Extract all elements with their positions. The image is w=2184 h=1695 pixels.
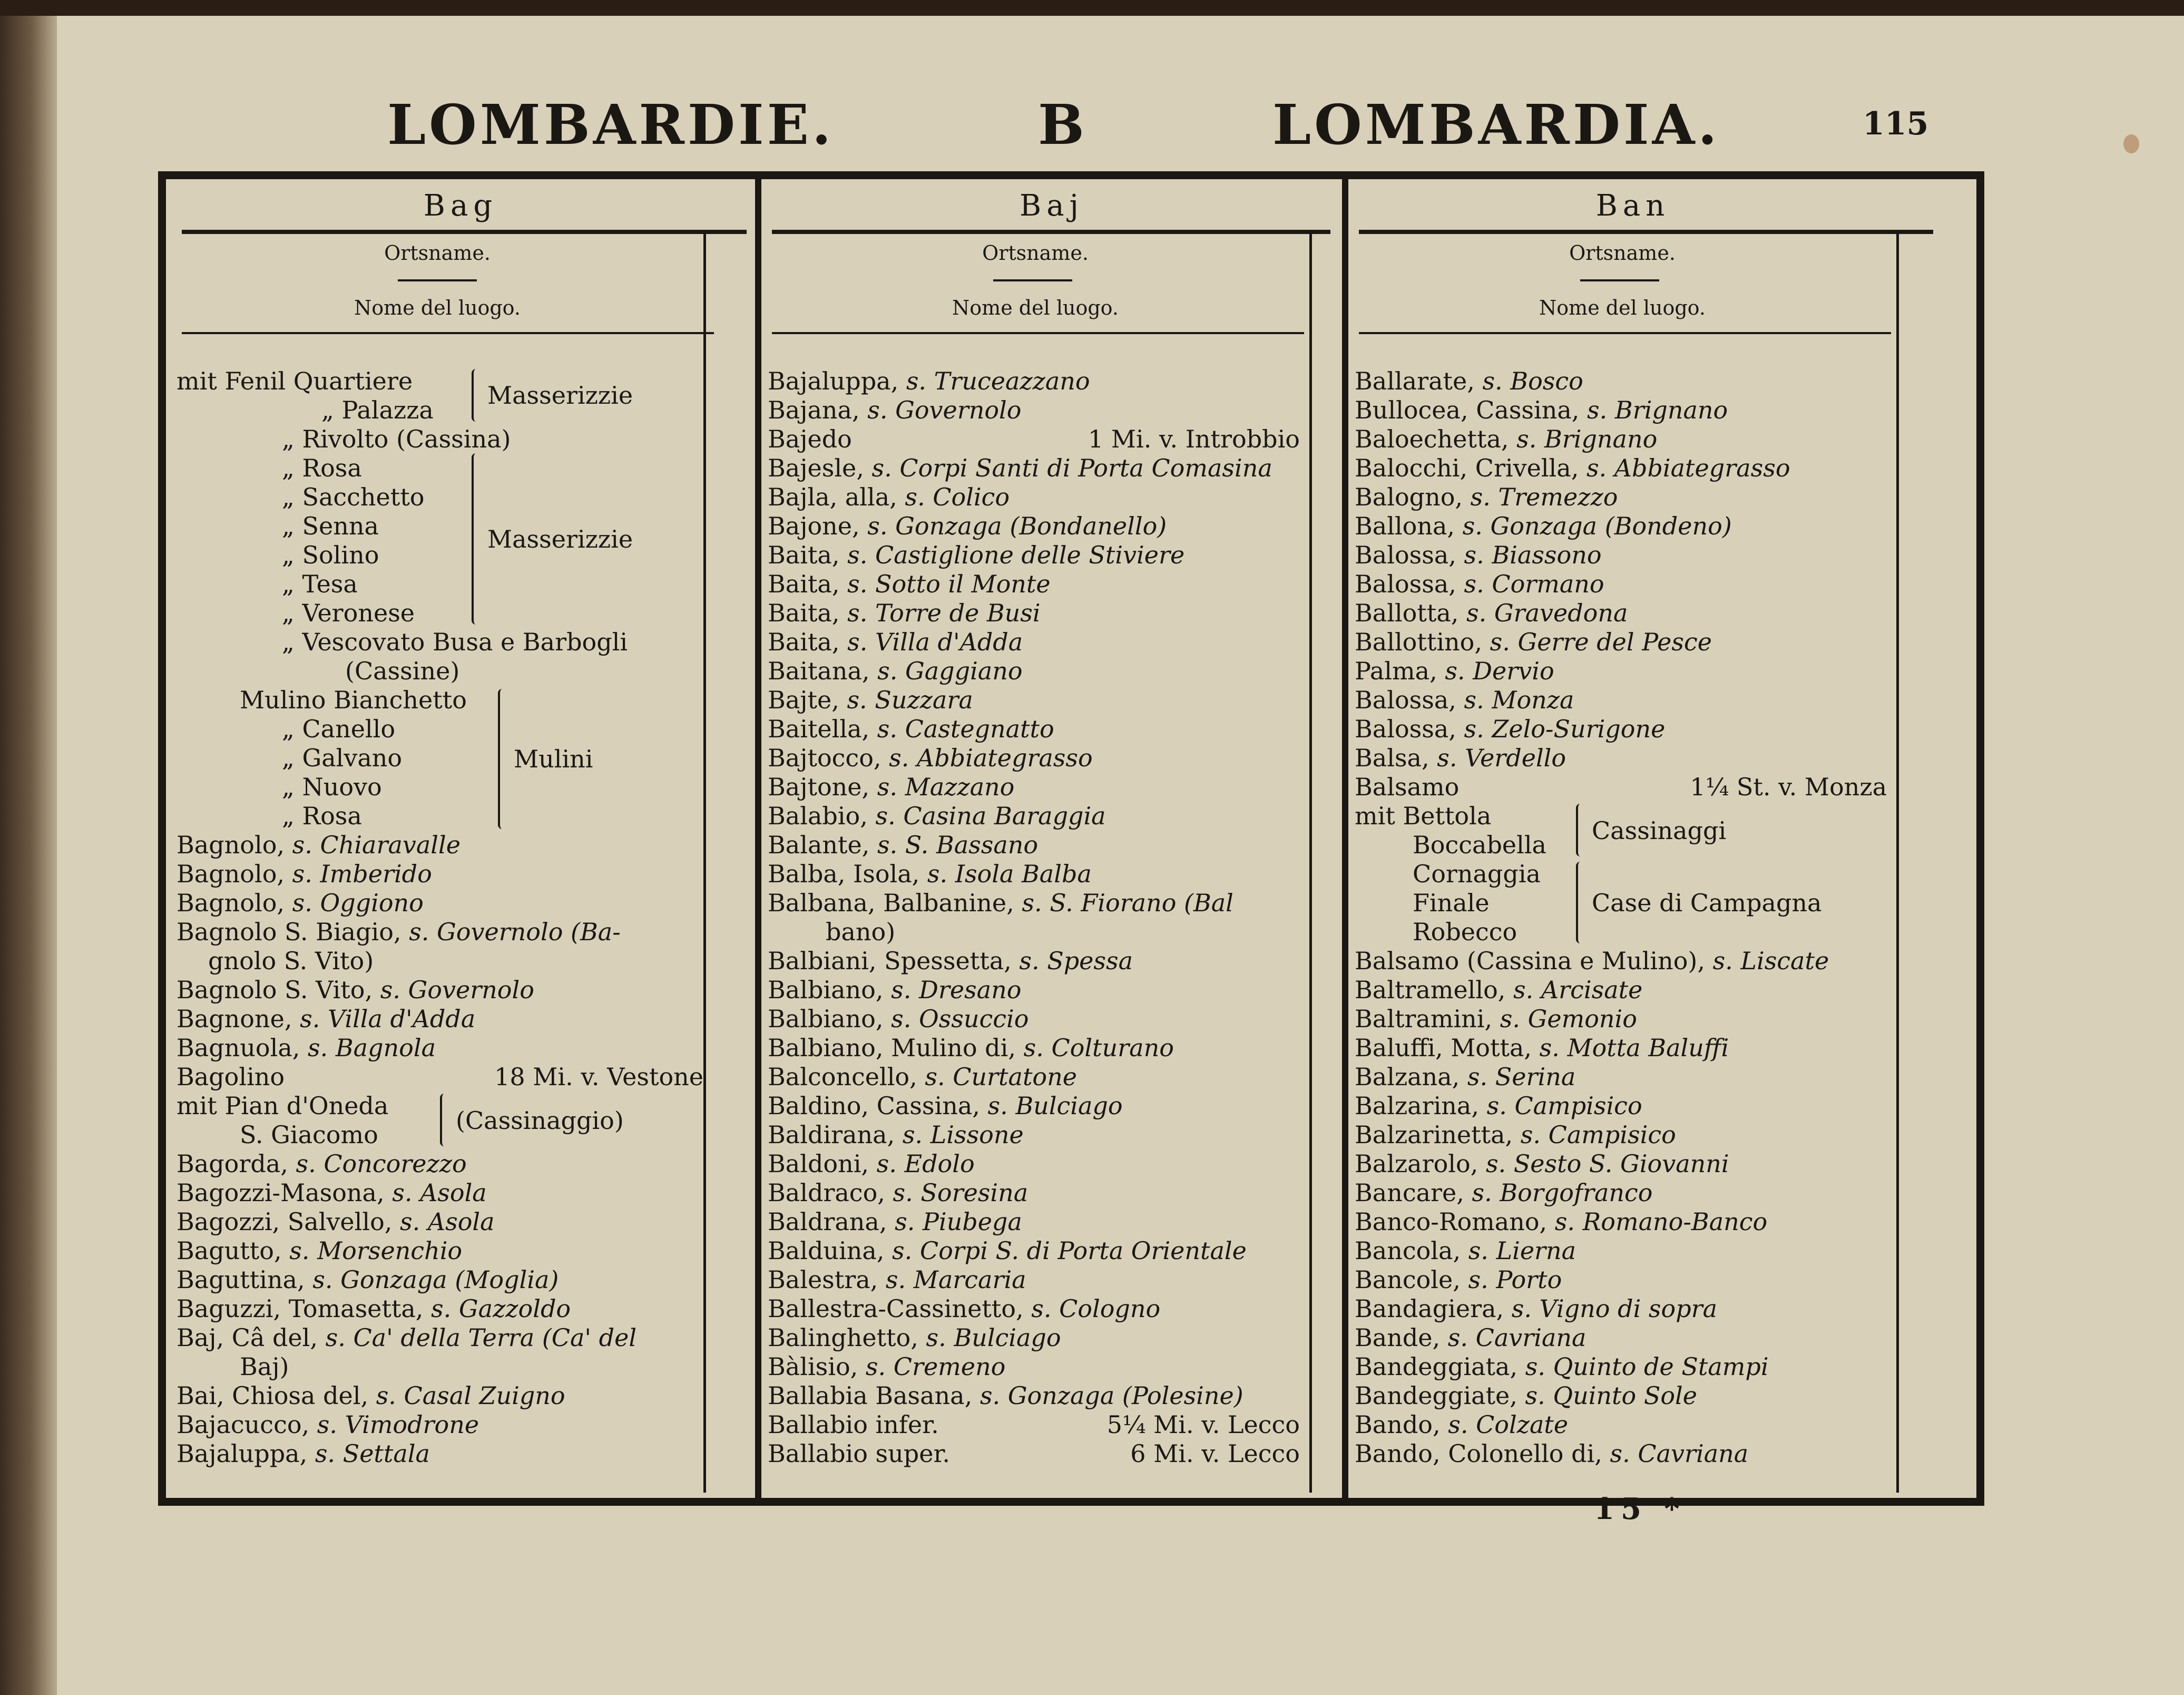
entry-line: „ Solino bbox=[282, 541, 379, 569]
column-ban bbox=[1348, 179, 1976, 1498]
entry-line: Baldraco, s. Soresina bbox=[768, 1178, 1029, 1207]
entry-line: Balsamo (Cassina e Mulino), s. Liscate bbox=[1355, 947, 1829, 975]
entry-line: Balossa, s. Zelo-Surigone bbox=[1355, 715, 1666, 743]
entry-line: Bajaluppa, s. Truceazzano bbox=[768, 367, 1090, 395]
entry-line: Bagozzi-Masona, s. Asola bbox=[177, 1178, 487, 1207]
entry-line: Palma, s. Dervio bbox=[1355, 657, 1554, 685]
entry-line: Bagnolo, s. Chiaravalle bbox=[177, 831, 461, 859]
entry-line: Baj) bbox=[240, 1352, 289, 1381]
entry-line: Balante, s. S. Bassano bbox=[768, 831, 1039, 859]
entry-line: Bagozzi, Salvello, s. Asola bbox=[177, 1207, 495, 1236]
entry-line: Balocchi, Crivella, s. Abbiategrasso bbox=[1355, 454, 1790, 482]
book-spine bbox=[0, 16, 57, 1695]
entry-line: Bagutto, s. Morsenchio bbox=[177, 1236, 463, 1265]
entry-name: Ballabio super. bbox=[768, 1439, 951, 1468]
entry-line: Baltramello, s. Arcisate bbox=[1355, 976, 1643, 1004]
entry-line: Balestra, s. Marcaria bbox=[768, 1265, 1026, 1294]
entry-line: Mulino Bianchetto bbox=[240, 686, 467, 714]
entry-name: Bajedo bbox=[768, 425, 852, 453]
column-subtitle-de: Ortsname. bbox=[384, 241, 491, 265]
entry-line: Bajaluppa, s. Settala bbox=[177, 1439, 430, 1468]
entry-line: Balconcello, s. Curtatone bbox=[768, 1063, 1077, 1091]
entry-line: Boccabella bbox=[1413, 831, 1546, 859]
column-title: Ban bbox=[1595, 189, 1670, 223]
entry-line: „ Canello bbox=[282, 715, 396, 743]
entry-line: Bandagiera, s. Vigno di sopra bbox=[1355, 1294, 1718, 1323]
entry-line: Bajte, s. Suzzara bbox=[768, 686, 973, 714]
column-title: Bag bbox=[423, 189, 498, 223]
entry-line: Baldoni, s. Edolo bbox=[768, 1150, 975, 1178]
entry-line: Bagnolo, s. Imberido bbox=[177, 860, 432, 888]
entry-line bbox=[1355, 772, 1887, 802]
entry-line: Baitana, s. Gaggiano bbox=[768, 657, 1023, 685]
entry-line: mit Fenil Quartiere bbox=[177, 367, 413, 395]
distance: 1¼ St. v. Monza bbox=[1690, 773, 1887, 801]
entry-line: Baita, s. Torre de Busi bbox=[768, 599, 1041, 627]
entry-line: Ballotta, s. Gravedona bbox=[1355, 599, 1628, 627]
page-number: 115 bbox=[1863, 105, 1929, 142]
brace bbox=[472, 453, 483, 625]
column-subtitle-it: Nome del luogo. bbox=[354, 296, 521, 319]
entry-line: „ Sacchetto bbox=[282, 483, 425, 511]
entry-line: Finale bbox=[1413, 889, 1490, 917]
entry-line: Bàlisio, s. Cremeno bbox=[768, 1352, 1006, 1381]
entry-line: Baloechetta, s. Brignano bbox=[1355, 425, 1658, 453]
rule bbox=[1580, 279, 1659, 281]
entry-line: Bandeggiata, s. Quinto de Stampi bbox=[1355, 1352, 1769, 1381]
entry-line: Baita, s. Castiglione delle Stiviere bbox=[768, 541, 1185, 569]
entry-line: Bando, Colonello di, s. Cavriana bbox=[1355, 1439, 1749, 1468]
entry-line: Bajtone, s. Mazzano bbox=[768, 773, 1015, 801]
entry-line: Ballona, s. Gonzaga (Bondeno) bbox=[1355, 512, 1732, 540]
entry-line: Balbiani, Spessetta, s. Spessa bbox=[768, 947, 1133, 975]
entry-line: Bajana, s. Governolo bbox=[768, 396, 1022, 424]
entry-line: „ Rivolto (Cassina) bbox=[282, 425, 511, 453]
header-left: LOMBARDIE. bbox=[387, 92, 835, 157]
entry-line: Bancare, s. Borgofranco bbox=[1355, 1178, 1653, 1207]
entry-line: „ Palazza bbox=[321, 396, 434, 424]
entry-line: Balzarolo, s. Sesto S. Giovanni bbox=[1355, 1150, 1729, 1178]
entry-line: Banco-Romano, s. Romano-Banco bbox=[1355, 1207, 1768, 1236]
entry-line: Bagnolo S. Vito, s. Governolo bbox=[177, 976, 534, 1004]
entry-line bbox=[768, 424, 1300, 454]
entry-line: Bagnolo, s. Oggiono bbox=[177, 889, 424, 917]
entry-line: „ Rosa bbox=[282, 454, 362, 482]
distance: 1 Mi. v. Introbbio bbox=[1088, 425, 1300, 453]
entry-line: Cornaggia bbox=[1413, 860, 1541, 888]
entry-line: „ Senna bbox=[282, 512, 379, 540]
distance: 6 Mi. v. Lecco bbox=[1130, 1439, 1300, 1468]
signature-mark: 15 * bbox=[1594, 1492, 1686, 1526]
entry-line: Balsa, s. Verdello bbox=[1355, 744, 1566, 772]
entry-line: Bande, s. Cavriana bbox=[1355, 1323, 1586, 1352]
brace-label: (Cassinaggio) bbox=[456, 1106, 624, 1135]
entry-line: Bancole, s. Porto bbox=[1355, 1265, 1562, 1294]
entry-line: Ballottino, s. Gerre del Pesce bbox=[1355, 628, 1712, 656]
entry-line: Bajla, alla, s. Colico bbox=[768, 483, 1010, 511]
entry-line: „ Rosa bbox=[282, 802, 362, 830]
entry-line: Bagorda, s. Concorezzo bbox=[177, 1150, 467, 1178]
entry-name: Balsamo bbox=[1355, 773, 1460, 801]
entry-line: „ Vescovato Busa e Barbogli bbox=[282, 628, 628, 656]
entry-line: mit Pian d'Oneda bbox=[177, 1092, 389, 1120]
entry-line: Baldino, Cassina, s. Bulciago bbox=[768, 1092, 1123, 1120]
entry-line: Balzarina, s. Campisico bbox=[1355, 1092, 1642, 1120]
column-baj bbox=[761, 179, 1342, 1498]
entry-line bbox=[768, 1410, 1300, 1439]
entry-line: Balbiano, Mulino di, s. Colturano bbox=[768, 1034, 1174, 1062]
entry-line: Bajone, s. Gonzaga (Bondanello) bbox=[768, 512, 1167, 540]
column-subtitle-it: Nome del luogo. bbox=[952, 296, 1119, 319]
entry-line: S. Giacomo bbox=[240, 1121, 378, 1149]
column-separator bbox=[755, 179, 761, 1498]
entry-line: Baldirana, s. Lissone bbox=[768, 1121, 1024, 1149]
entry-line: Bai, Chiosa del, s. Casal Zuigno bbox=[177, 1381, 565, 1410]
entry-line: Balzana, s. Serina bbox=[1355, 1063, 1576, 1091]
entry-line: Bagnolo S. Biagio, s. Governolo (Ba- bbox=[177, 918, 621, 946]
brace-label: Masserizzie bbox=[487, 525, 633, 553]
entry-line: Ballabia Basana, s. Gonzaga (Polesine) bbox=[768, 1381, 1243, 1410]
entry-line: Baguzzi, Tomasetta, s. Gazzoldo bbox=[177, 1294, 571, 1323]
column-subtitle-de: Ortsname. bbox=[1569, 241, 1676, 265]
entry-line: Baltramini, s. Gemonio bbox=[1355, 1005, 1637, 1033]
brace-label: Case di Campagna bbox=[1592, 889, 1822, 917]
entry-line: Bajtocco, s. Abbiategrasso bbox=[768, 744, 1093, 772]
entry-line: Ballestra-Cassinetto, s. Cologno bbox=[768, 1294, 1161, 1323]
header-center: B bbox=[1038, 92, 1088, 157]
rule bbox=[182, 332, 714, 334]
column-separator bbox=[1342, 179, 1348, 1498]
entry-line: Bagnone, s. Villa d'Adda bbox=[177, 1005, 476, 1033]
entry-line: Bando, s. Colzate bbox=[1355, 1410, 1569, 1439]
entry-line: Balogno, s. Tremezzo bbox=[1355, 483, 1618, 511]
entry-line: Baldrana, s. Piubega bbox=[768, 1207, 1022, 1236]
entry-line: Bagnuola, s. Bagnola bbox=[177, 1034, 436, 1062]
entry-name: Bagolino bbox=[177, 1063, 285, 1091]
entry-line bbox=[768, 1439, 1300, 1468]
entry-line: Balinghetto, s. Bulciago bbox=[768, 1323, 1061, 1352]
rule bbox=[182, 230, 747, 234]
entry-line: Balduina, s. Corpi S. di Porta Orientale bbox=[768, 1236, 1247, 1265]
entry-line: Ballarate, s. Bosco bbox=[1355, 367, 1583, 395]
brace-label: Cassinaggi bbox=[1592, 816, 1727, 845]
entry-line: Balabio, s. Casina Baraggia bbox=[768, 802, 1106, 830]
stain bbox=[2123, 134, 2139, 153]
inner-rule bbox=[1896, 230, 1899, 1493]
entry-line: Bajesle, s. Corpi Santi di Porta Comasina bbox=[768, 454, 1272, 482]
brace bbox=[472, 369, 483, 422]
entry-line: Balossa, s. Cormano bbox=[1355, 570, 1604, 598]
entry-line: „ Nuovo bbox=[282, 773, 382, 801]
entry-line: (Cassine) bbox=[345, 657, 460, 685]
rule bbox=[772, 230, 1330, 234]
rule bbox=[1359, 230, 1933, 234]
entry-line: Bullocea, Cassina, s. Brignano bbox=[1355, 396, 1728, 424]
brace bbox=[498, 689, 510, 829]
entry-line: Balzarinetta, s. Campisico bbox=[1355, 1121, 1676, 1149]
entry-line: Balbiano, s. Ossuccio bbox=[768, 1005, 1029, 1033]
inner-rule bbox=[703, 230, 706, 1493]
brace bbox=[1576, 804, 1588, 856]
entry-line: Baluffi, Motta, s. Motta Baluffi bbox=[1355, 1034, 1729, 1062]
rule bbox=[772, 332, 1304, 334]
brace bbox=[1576, 862, 1588, 943]
inner-rule bbox=[1309, 230, 1312, 1493]
entry-line: Bancola, s. Lierna bbox=[1355, 1236, 1576, 1265]
entry-name: Ballabio infer. bbox=[768, 1410, 939, 1439]
column-bag bbox=[166, 179, 755, 1498]
entry-line: „ Tesa bbox=[282, 570, 358, 598]
rule bbox=[398, 279, 477, 281]
entry-line: Baita, s. Sotto il Monte bbox=[768, 570, 1051, 598]
column-title: Baj bbox=[1020, 189, 1084, 223]
entry-line: „ Galvano bbox=[282, 744, 403, 772]
rule bbox=[1359, 332, 1891, 334]
table-frame bbox=[158, 171, 1984, 1506]
distance: 5¼ Mi. v. Lecco bbox=[1106, 1410, 1300, 1439]
entry-line: Balossa, s. Biassono bbox=[1355, 541, 1602, 569]
entry-line: mit Bettola bbox=[1355, 802, 1492, 830]
entry-line: bano) bbox=[826, 918, 896, 946]
rule bbox=[993, 279, 1072, 281]
entry-line: gnolo S. Vito) bbox=[208, 947, 374, 975]
header-right: LOMBARDIA. bbox=[1272, 92, 1720, 157]
entry-line: „ Veronese bbox=[282, 599, 415, 627]
entry-line: Balbiano, s. Dresano bbox=[768, 976, 1022, 1004]
entry-line: Robecco bbox=[1413, 918, 1517, 946]
entry-line: Bandeggiate, s. Quinto Sole bbox=[1355, 1381, 1697, 1410]
entry-line: Baitella, s. Castegnatto bbox=[768, 715, 1054, 743]
entry-line: Baj, Câ del, s. Ca' della Terra (Ca' del bbox=[177, 1323, 637, 1352]
entry-line: Balba, Isola, s. Isola Balba bbox=[768, 860, 1092, 888]
column-subtitle-de: Ortsname. bbox=[982, 241, 1089, 265]
entry-line: Balbana, Balbanine, s. S. Fiorano (Bal bbox=[768, 889, 1233, 917]
column-subtitle-it: Nome del luogo. bbox=[1539, 296, 1706, 319]
entry-line: Balossa, s. Monza bbox=[1355, 686, 1574, 714]
entry-line: Bajacucco, s. Vimodrone bbox=[177, 1410, 479, 1439]
brace bbox=[440, 1094, 452, 1146]
brace-label: Mulini bbox=[514, 745, 593, 773]
entry-line: Baguttina, s. Gonzaga (Moglia) bbox=[177, 1265, 559, 1294]
entry-line bbox=[177, 1062, 703, 1092]
brace-label: Masserizzie bbox=[487, 381, 633, 410]
entry-line: Baita, s. Villa d'Adda bbox=[768, 628, 1023, 656]
distance: 18 Mi. v. Vestone bbox=[494, 1063, 703, 1091]
